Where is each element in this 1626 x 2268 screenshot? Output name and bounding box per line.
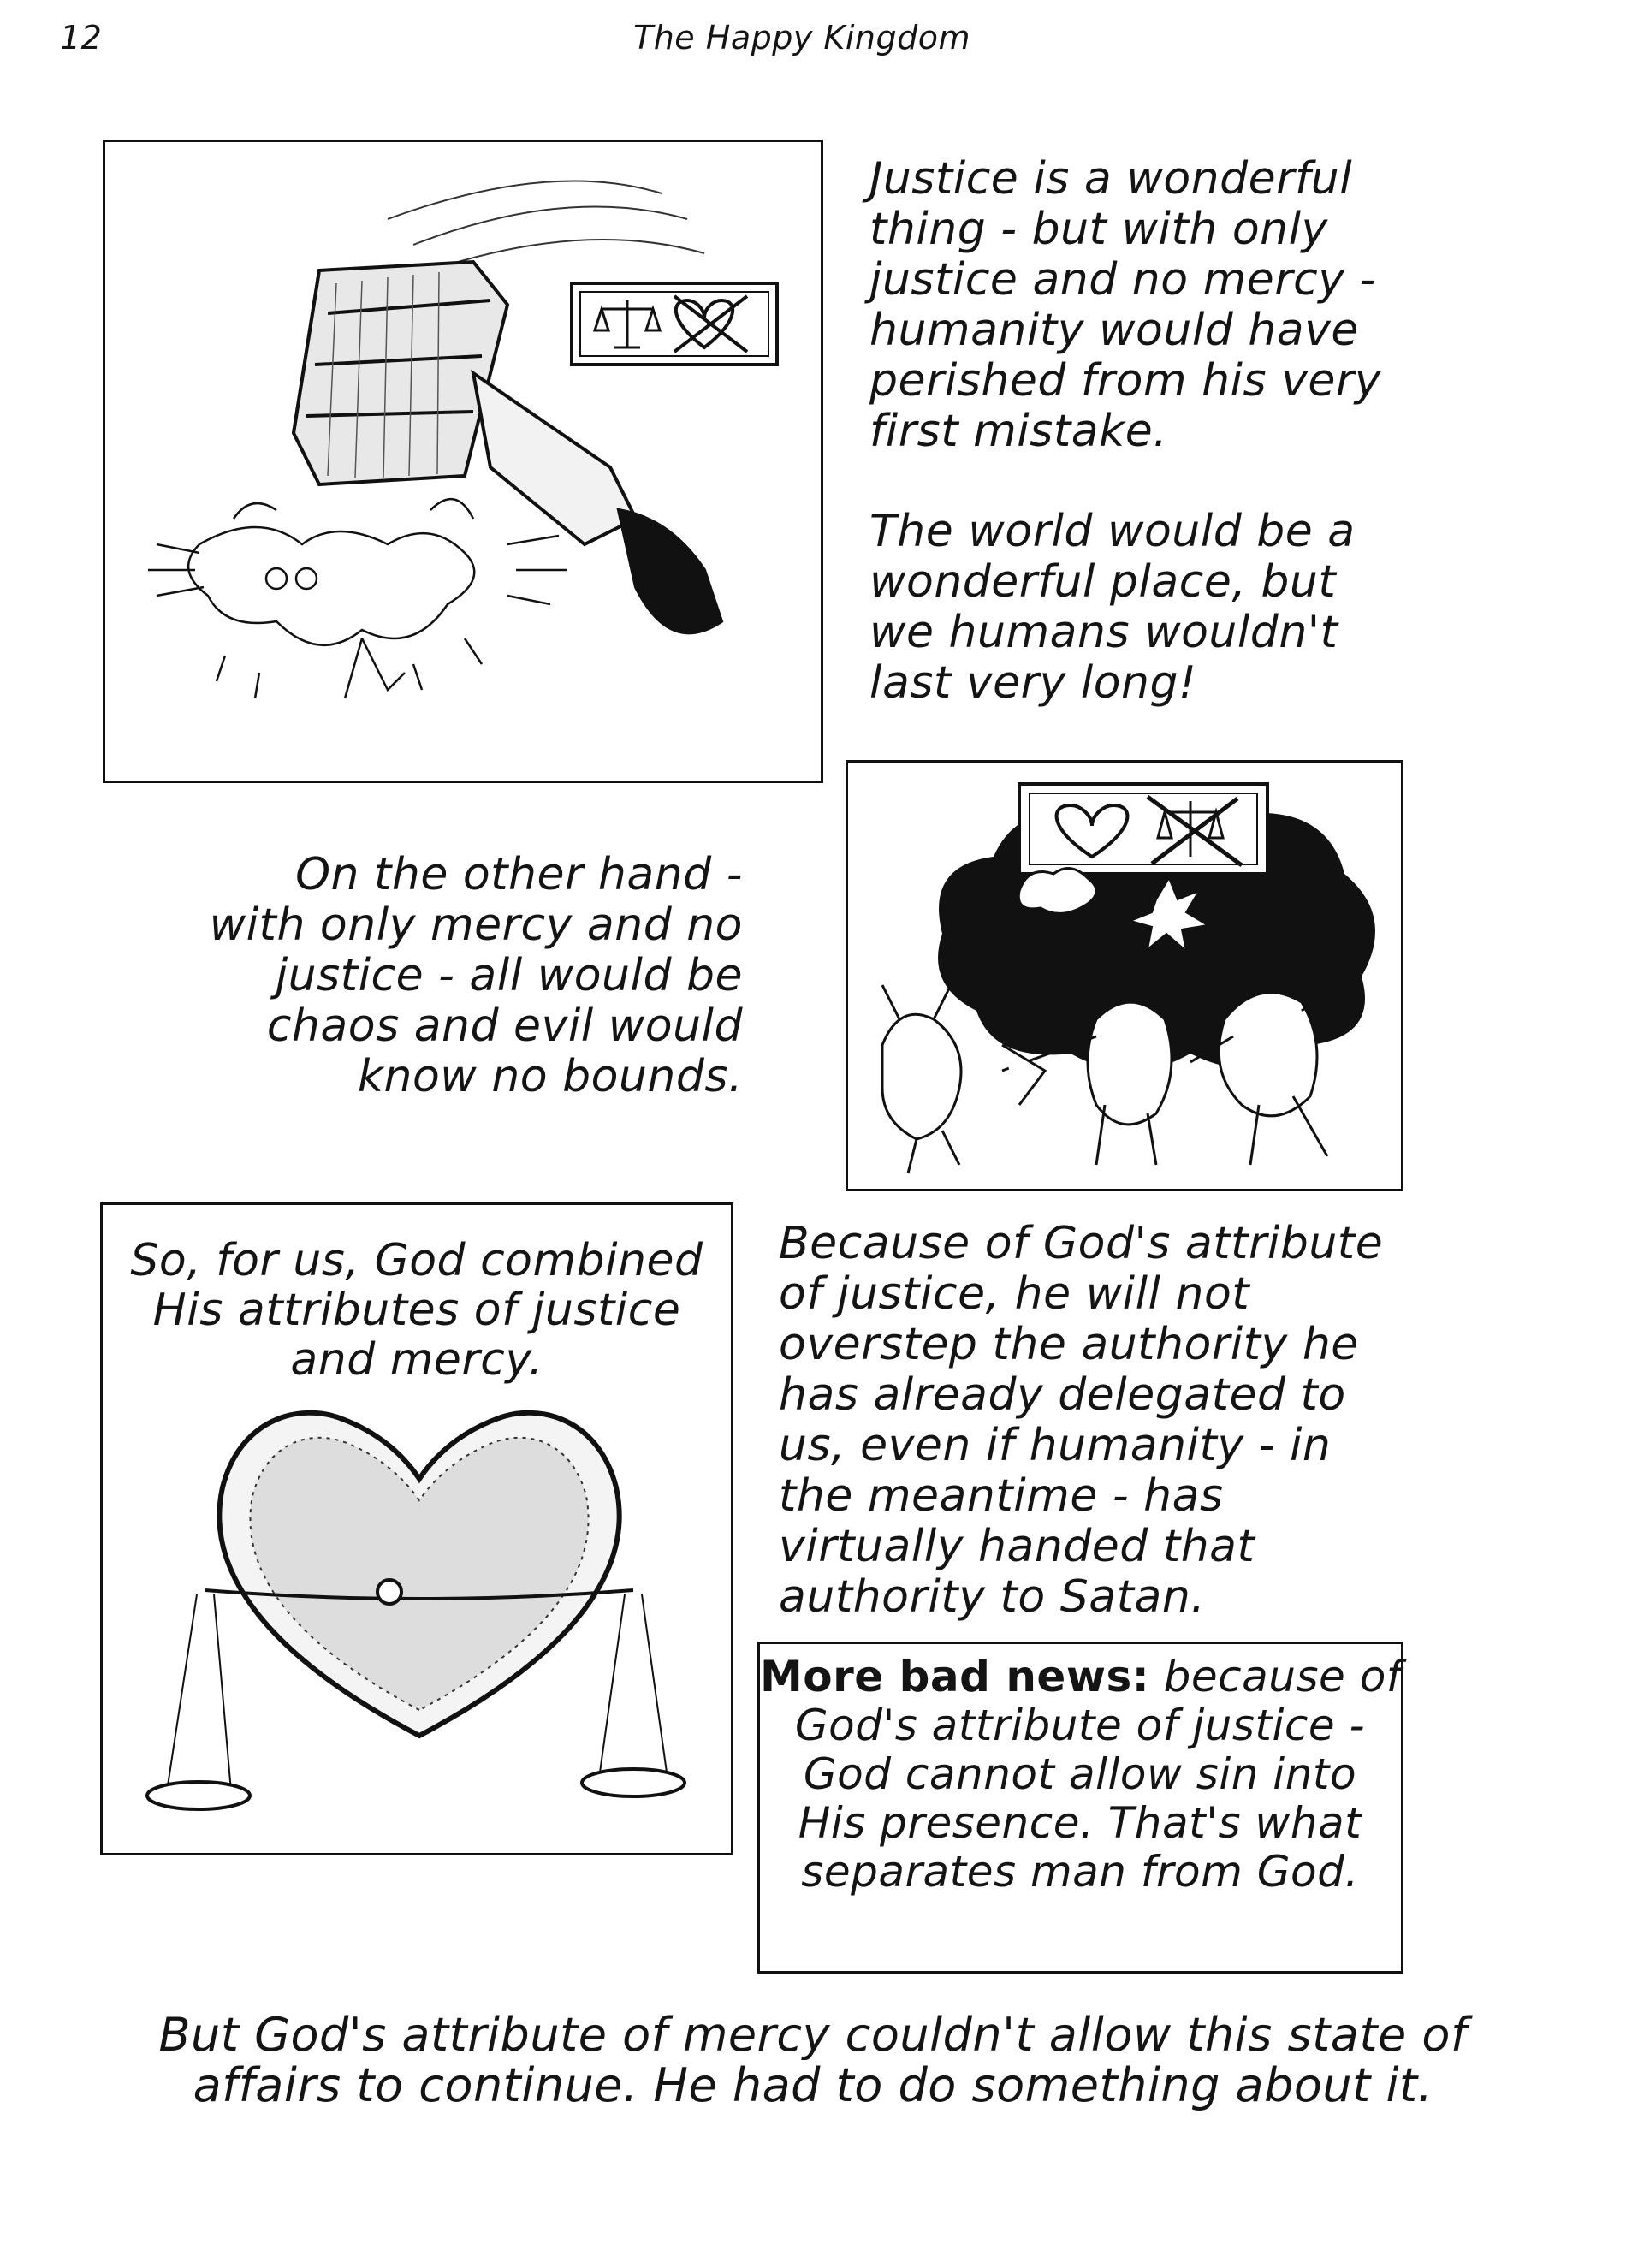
running-title: The Happy Kingdom — [633, 19, 970, 56]
text-line: chaos and evil would — [266, 1000, 743, 1052]
text-line: On the other hand - — [295, 849, 743, 900]
bad-news-lead: More bad news: — [760, 1652, 1150, 1701]
text-line: the meantime - has — [779, 1470, 1224, 1522]
text-line: God's attribute of justice - — [794, 1701, 1366, 1750]
text-line — [760, 1653, 1400, 1701]
text-line: perished from his very — [869, 355, 1382, 407]
gavel-illustration — [105, 142, 821, 781]
justice-panel — [103, 140, 823, 783]
text-line: justice and no mercy - — [869, 254, 1376, 306]
combined-panel — [100, 1202, 733, 1855]
text-line: thing - but with only — [869, 204, 1328, 255]
text-line: justice - all would be — [275, 950, 743, 1001]
text-line: God cannot allow sin into — [803, 1749, 1357, 1799]
other-hand-text — [210, 850, 743, 1102]
crushed-figure-icon — [148, 499, 567, 698]
fighting-figures-icon — [882, 977, 1344, 1173]
text-line: So, for us, God combined — [130, 1235, 703, 1286]
text-line: virtually handed that — [779, 1521, 1255, 1572]
closing-text — [0, 2010, 1626, 2111]
text-line: separates man from God. — [801, 1847, 1359, 1897]
text-line: first mistake. — [869, 406, 1168, 457]
text-line: know no bounds. — [357, 1051, 743, 1102]
text-line: Justice is a wonderful — [869, 153, 1353, 205]
text-line: we humans wouldn't — [869, 607, 1338, 658]
world-text — [869, 507, 1356, 709]
chaos-illustration — [848, 763, 1401, 1189]
sign-icon-group — [1019, 784, 1267, 874]
sign-icon-group — [572, 283, 777, 365]
bad-news-lead-rest: because of — [1149, 1652, 1402, 1701]
text-line: has already delegated to — [779, 1369, 1346, 1421]
page-number: 12 — [60, 19, 103, 56]
text-line: wonderful place, but — [869, 556, 1337, 608]
delegated-text — [779, 1219, 1383, 1623]
text-line: overstep the authority he — [779, 1319, 1359, 1370]
text-line: and mercy. — [290, 1334, 543, 1386]
text-line: humanity would have — [869, 305, 1359, 356]
text-line: But God's attribute of mercy couldn't allow this state of — [158, 2008, 1468, 2062]
heart-scales-illustration — [103, 1205, 731, 1853]
text-line: His attributes of justice — [152, 1285, 681, 1336]
bad-news-panel — [757, 1642, 1403, 1974]
text-line: us, even if humanity - in — [779, 1420, 1332, 1471]
text-line: with only mercy and no — [209, 899, 743, 951]
text-line: authority to Satan. — [779, 1571, 1206, 1623]
text-line: The world would be a — [869, 506, 1356, 557]
justice-text — [869, 154, 1381, 457]
text-line: affairs to continue. He had to do something about it. — [193, 2058, 1433, 2112]
text-line: last very long! — [869, 657, 1197, 709]
text-line: Because of God's attribute — [779, 1218, 1384, 1269]
heart-icon — [219, 1413, 619, 1736]
chaos-panel — [846, 760, 1403, 1191]
text-line: of justice, he will not — [779, 1268, 1250, 1320]
bad-news-text — [760, 1653, 1400, 1897]
text-line: His presence. That's what — [798, 1798, 1362, 1848]
